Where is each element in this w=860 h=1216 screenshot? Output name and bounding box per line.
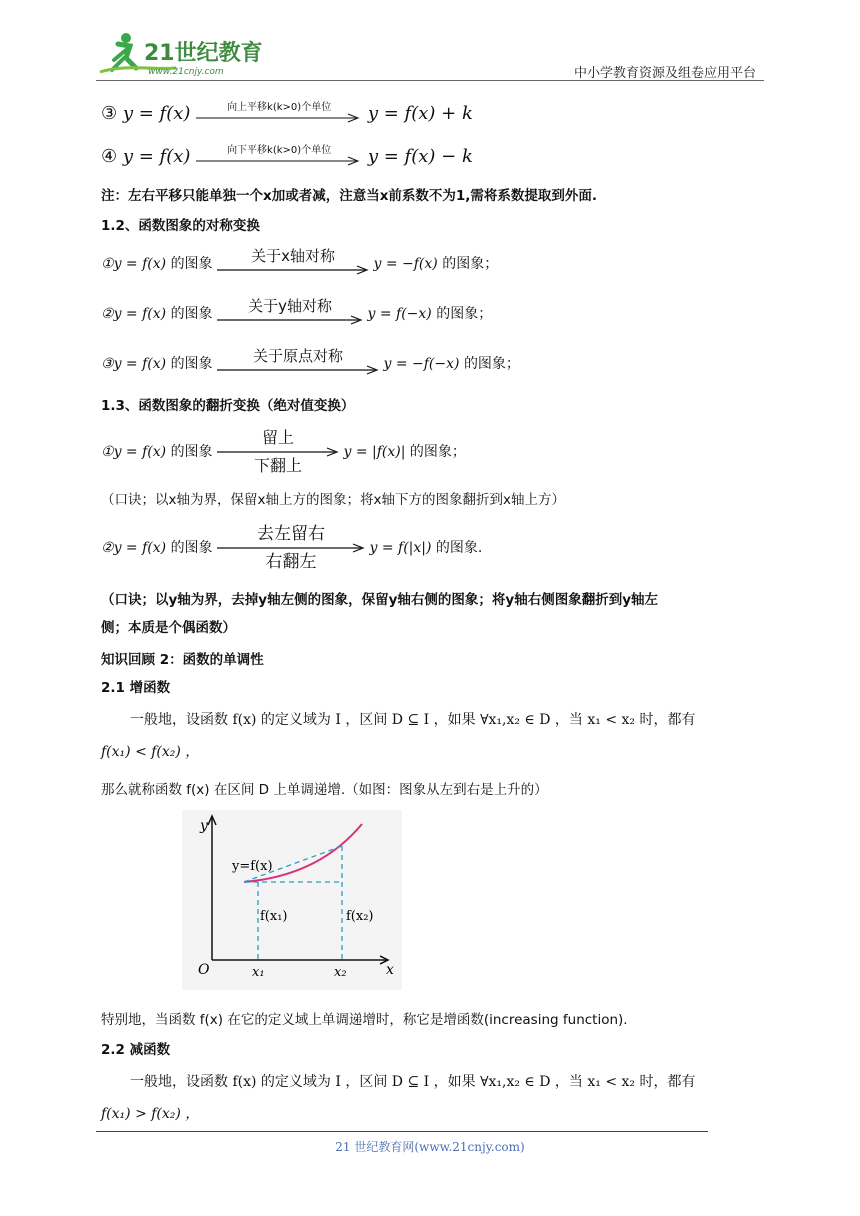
increasing-heading: 2.1 增函数 — [101, 680, 171, 696]
symmetry-x-arrow: 关于x轴对称 — [217, 254, 369, 274]
increasing-function-figure — [182, 810, 402, 990]
increasing-definition-line1: 一般地，设函数 f(x) 的定义域为 I ，区间 D ⊆ I ，如果 ∀x₁,x₂ ∈ D ，当 x₁ < x₂ 时，都有 — [130, 712, 696, 728]
translation-up-arrow: 向上平移k(k>0)个单位 — [196, 104, 362, 124]
svg-text:www.21cnjy.com: www.21cnjy.com — [148, 67, 224, 77]
increasing-special-case: 特别地，当函数 f(x) 在它的定义域上单调递增时，称它是增函数(increasing function). — [101, 1012, 628, 1028]
flip-abs-arrow: 留上 下翻上 — [217, 442, 339, 462]
svg-text:21世纪教育: 21世纪教育 — [144, 41, 263, 66]
section-1-3-heading: 1.3、函数图象的翻折变换（绝对值变换） — [101, 398, 355, 414]
decreasing-definition-line2: f(x₁) > f(x₂) ， — [101, 1106, 200, 1122]
svg-text:O: O — [198, 962, 210, 978]
increasing-definition-line3: 那么就称函数 f(x) 在区间 D 上单调递增.（如图：图象从左到右是上升的） — [101, 782, 548, 798]
page-footer[interactable]: 21 世纪教育网(www.21cnjy.com) — [335, 1140, 525, 1154]
symmetry-x-axis-row: ①y = f(x) 的图象 关于x轴对称 y = −f(x) 的图象； — [101, 247, 499, 272]
flip-even-arrow: 去左留右 右翻左 — [217, 538, 365, 558]
translation-note: 注：左右平移只能单独一个x加或者减，注意当x前系数不为1,需将系数提取到外面. — [101, 188, 598, 204]
increasing-definition-line2: f(x₁) < f(x₂) ， — [101, 744, 200, 760]
header-platform-name: 中小学教育资源及组卷应用平台 — [573, 66, 756, 81]
review-2-heading: 知识回顾 2：函数的单调性 — [101, 652, 264, 668]
svg-text:y: y — [200, 818, 208, 834]
decreasing-heading: 2.2 减函数 — [101, 1042, 171, 1058]
translation-down-arrow: 向下平移k(k>0)个单位 — [196, 147, 362, 167]
symmetry-y-arrow: 关于y轴对称 — [217, 304, 363, 324]
page-header — [96, 30, 764, 82]
svg-text:y=f(x): y=f(x) — [232, 859, 273, 874]
flip-abs-row: ①y = f(x) 的图象 留上 下翻上 y = |f(x)| 的图象； — [101, 428, 466, 475]
flip-even-mnemonic-line1: （口诀；以y轴为界，去掉y轴左侧的图象，保留y轴右侧的图象；将y轴右侧图象翻折到y轴左 — [101, 592, 658, 608]
svg-text:f(x₁): f(x₁) — [260, 909, 288, 924]
footer-rule — [96, 1131, 708, 1132]
flip-abs-mnemonic: （口诀；以x轴为界，保留x轴上方的图象；将x轴下方的图象翻折到x轴上方） — [101, 492, 565, 508]
translation-up-row: ③ y = f(x) 向上平移k(k>0)个单位 y = f(x) + k — [101, 102, 473, 124]
translation-down-row: ④ y = f(x) 向下平移k(k>0)个单位 y = f(x) − k — [101, 145, 473, 167]
svg-text:x₁: x₁ — [252, 965, 265, 980]
symmetry-origin-row: ③y = f(x) 的图象 关于原点对称 y = −f(−x) 的图象； — [101, 347, 520, 372]
svg-text:f(x₂): f(x₂) — [346, 909, 374, 924]
svg-text:x₂: x₂ — [334, 965, 347, 980]
site-logo — [96, 30, 266, 78]
header-rule — [96, 80, 764, 81]
flip-even-row: ②y = f(x) 的图象 去左留右 右翻左 y = f(|x|) 的图象. — [101, 524, 483, 572]
symmetry-origin-arrow: 关于原点对称 — [217, 354, 379, 374]
decreasing-definition-line1: 一般地，设函数 f(x) 的定义域为 I ，区间 D ⊆ I ，如果 ∀x₁,x₂ ∈ D ，当 x₁ < x₂ 时，都有 — [130, 1074, 696, 1090]
section-1-2-heading: 1.2、函数图象的对称变换 — [101, 218, 260, 234]
svg-text:x: x — [386, 962, 394, 978]
flip-even-mnemonic-line2: 侧；本质是个偶函数） — [101, 620, 236, 636]
symmetry-y-axis-row: ②y = f(x) 的图象 关于y轴对称 y = f(−x) 的图象； — [101, 297, 493, 322]
